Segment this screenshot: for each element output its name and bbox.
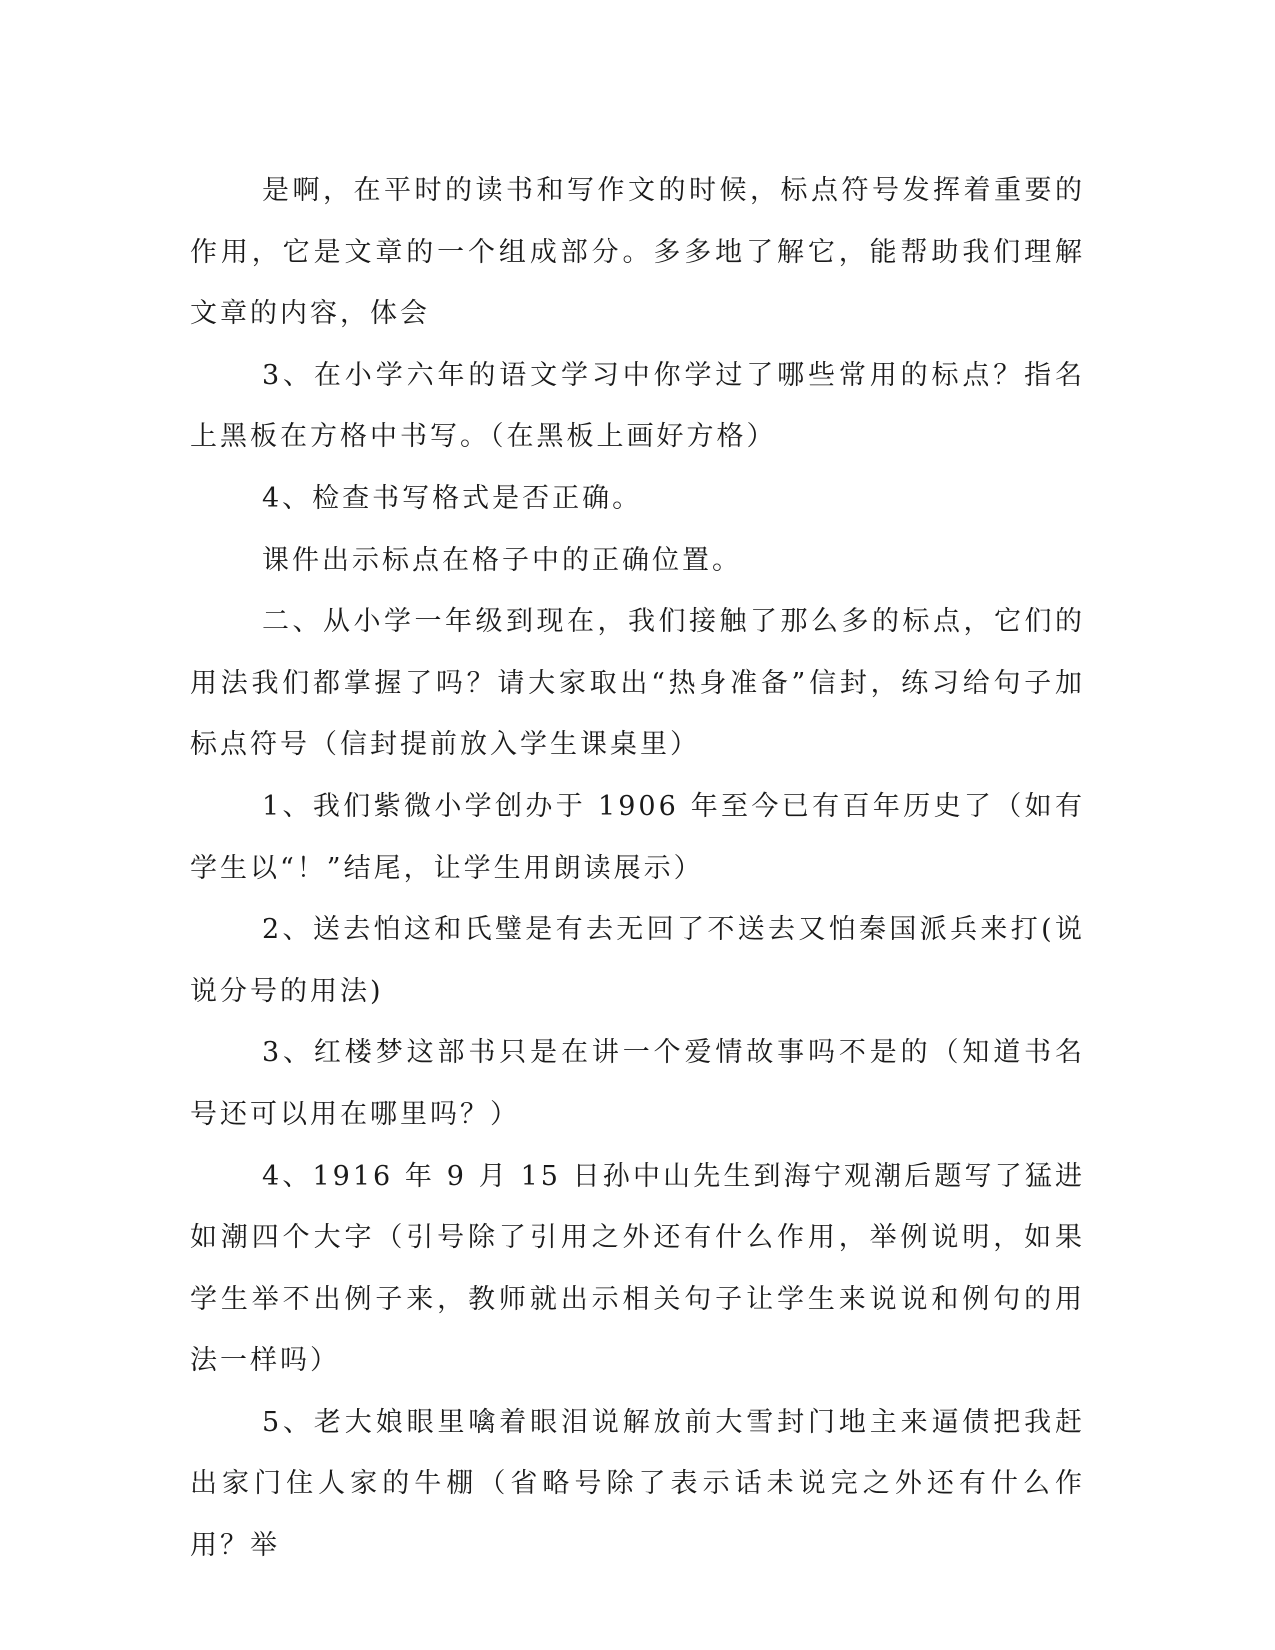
paragraph-step-3-common-punctuation: 3、在小学六年的语文学习中你学过了哪些常用的标点？指名上黑板在方格中书写。（在黑板上画好方格） bbox=[190, 359, 1085, 453]
paragraph-section-two: 二、从小学一年级到现在，我们接触了那么多的标点，它们的用法我们都掌握了吗？请大家取出“热身准备”信封，练习给句子加标点符号（信封提前放入学生课桌里） bbox=[190, 606, 1085, 761]
paragraph-step-4-check-format: 4、检查书写格式是否正确。 bbox=[262, 482, 643, 514]
paragraph-exercise-4: 4、1916 年 9 月 15 日孙中山先生到海宁观潮后题写了猛进如潮四个大字（引号除了引用之外还有什么作用，举例说明，如果学生举不出例子来，教师就出示相关句子让学生来说说和例句的用法一样吗） bbox=[190, 1160, 1085, 1377]
paragraph-courseware-display: 课件出示标点在格子中的正确位置。 bbox=[262, 544, 742, 576]
paragraph-exercise-3: 3、红楼梦这部书只是在讲一个爱情故事吗不是的（知道书名号还可以用在哪里吗？） bbox=[190, 1037, 1085, 1130]
paragraph-exercise-5: 5、老大娘眼里噙着眼泪说解放前大雪封门地主来逼债把我赶出家门住人家的牛棚（省略号除了表示话未说完之外还有什么作用？举 bbox=[190, 1406, 1085, 1562]
paragraph-punctuation-importance: 是啊，在平时的读书和写作文的时候，标点符号发挥着重要的作用，它是文章的一个组成部分。多多地了解它，能帮助我们理解文章的内容，体会 bbox=[190, 175, 1085, 330]
document-body bbox=[190, 160, 1085, 1577]
paragraph-exercise-1: 1、我们紫微小学创办于 1906 年至今已有百年历史了（如有学生以“！”结尾，让学生用朗读展示） bbox=[190, 790, 1085, 884]
paragraph-exercise-2: 2、送去怕这和氏璧是有去无回了不送去又怕秦国派兵来打(说说分号的用法) bbox=[190, 914, 1085, 1007]
